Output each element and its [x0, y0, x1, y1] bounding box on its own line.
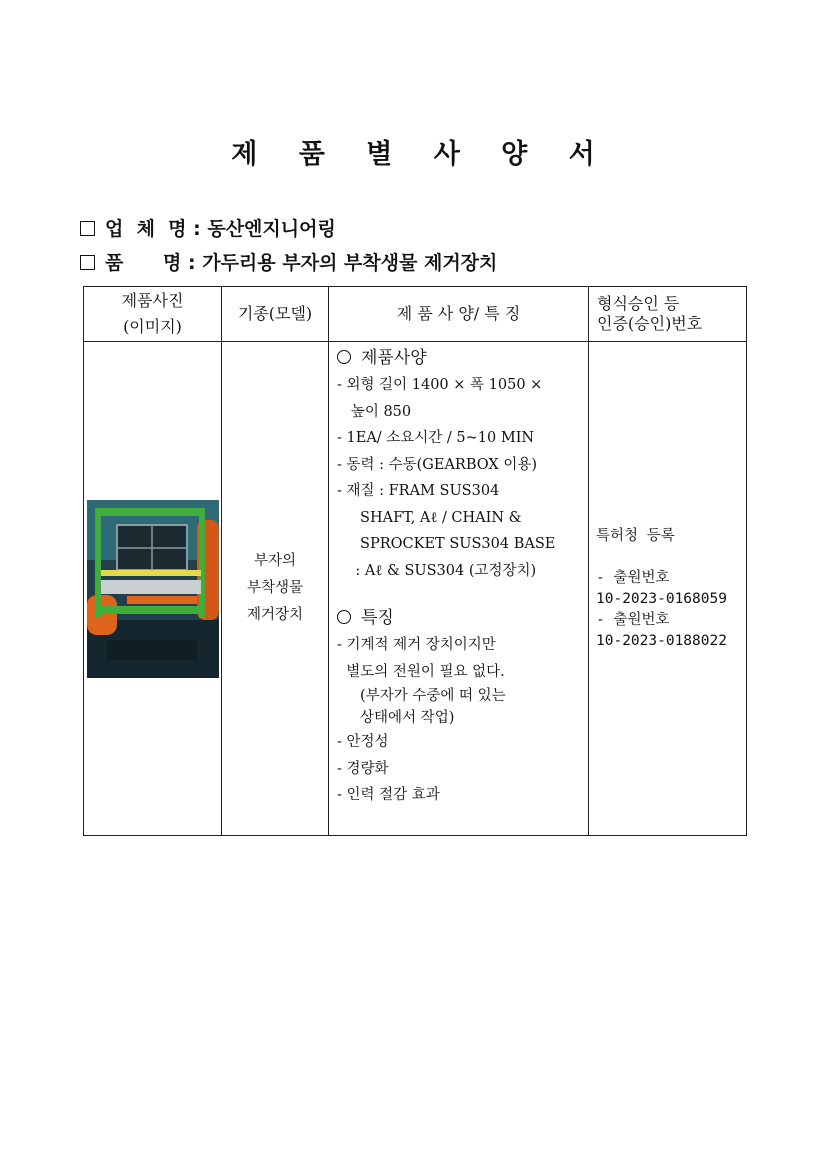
circle-bullet-icon — [337, 610, 351, 624]
spec-line: SHAFT, Aℓ / CHAIN & — [337, 509, 522, 526]
cert-line: - 출원번호 — [596, 569, 670, 586]
header-cert-line2: 인증(승인)번호 — [597, 314, 703, 333]
model-line3: 제거장치 — [246, 607, 304, 623]
product-info-line — [80, 248, 497, 275]
spec-section-title: 제품사양 — [361, 348, 427, 368]
product-photo — [87, 500, 219, 678]
model-line2: 부착생물 — [246, 580, 304, 596]
spec-line: : Aℓ & SUS304 (고정장치) — [337, 562, 537, 579]
checkbox-square-icon — [80, 221, 95, 236]
checkbox-square-icon — [80, 255, 95, 270]
feature-section-heading — [337, 604, 588, 632]
spec-line: - 동력 : 수동(GEARBOX 이용) — [337, 456, 538, 473]
feature-line: (부자가 수중에 떠 있는 — [337, 688, 506, 704]
cert-title: 특허청 등록 — [596, 527, 675, 544]
feature-line: - 경량화 — [337, 760, 389, 777]
company-info-line — [80, 214, 336, 241]
table-header-row — [84, 287, 747, 342]
company-text: 업 체 명 : 동산엔지니어링 — [105, 218, 336, 240]
header-photo — [84, 287, 222, 342]
model-line1: 부자의 — [253, 553, 297, 569]
product-photo-cell — [84, 342, 222, 836]
product-text: 품 명 : 가두리용 부자의 부착생물 제거장치 — [105, 252, 498, 274]
feature-section-title: 특징 — [361, 608, 394, 628]
cert-line: - 출원번호 — [596, 611, 670, 628]
header-model: 기종(모델) — [222, 287, 329, 342]
cert-cell — [589, 342, 747, 836]
spec-table — [83, 286, 747, 836]
feature-line: - 안정성 — [337, 734, 389, 750]
document-title: 제 품 별 사 양 서 — [231, 139, 611, 170]
spec-section-heading — [337, 344, 588, 372]
spec-line: SPROCKET SUS304 BASE — [337, 536, 556, 552]
spec-line: - 재질 : FRAM SUS304 — [337, 483, 500, 499]
header-photo-line2: (이미지) — [123, 317, 182, 336]
cert-line: 10-2023-0168059 — [596, 590, 727, 607]
feature-line: - 인력 절감 효과 — [337, 787, 440, 803]
model-cell — [222, 342, 329, 836]
feature-line: - 기계적 제거 장치이지만 — [337, 637, 496, 653]
circle-bullet-icon — [337, 350, 351, 364]
header-cert-line1: 형식승인 등 — [597, 294, 680, 313]
spec-line: - 1EA/ 소요시간 / 5~10 MIN — [337, 430, 535, 446]
feature-line: 별도의 전원이 필요 없다. — [337, 663, 505, 680]
feature-line: 상태에서 작업) — [337, 710, 455, 726]
spec-cell — [329, 342, 589, 836]
table-body-row — [84, 342, 747, 836]
header-photo-line1: 제품사진 — [121, 291, 184, 310]
header-cert — [589, 287, 747, 342]
header-spec: 제 품 사 양/ 특 징 — [329, 287, 589, 342]
spec-line: 높이 850 — [337, 403, 412, 420]
spec-line: - 외형 길이 1400 × 폭 1050 × — [337, 377, 543, 393]
cert-line: 10-2023-0188022 — [596, 632, 727, 649]
